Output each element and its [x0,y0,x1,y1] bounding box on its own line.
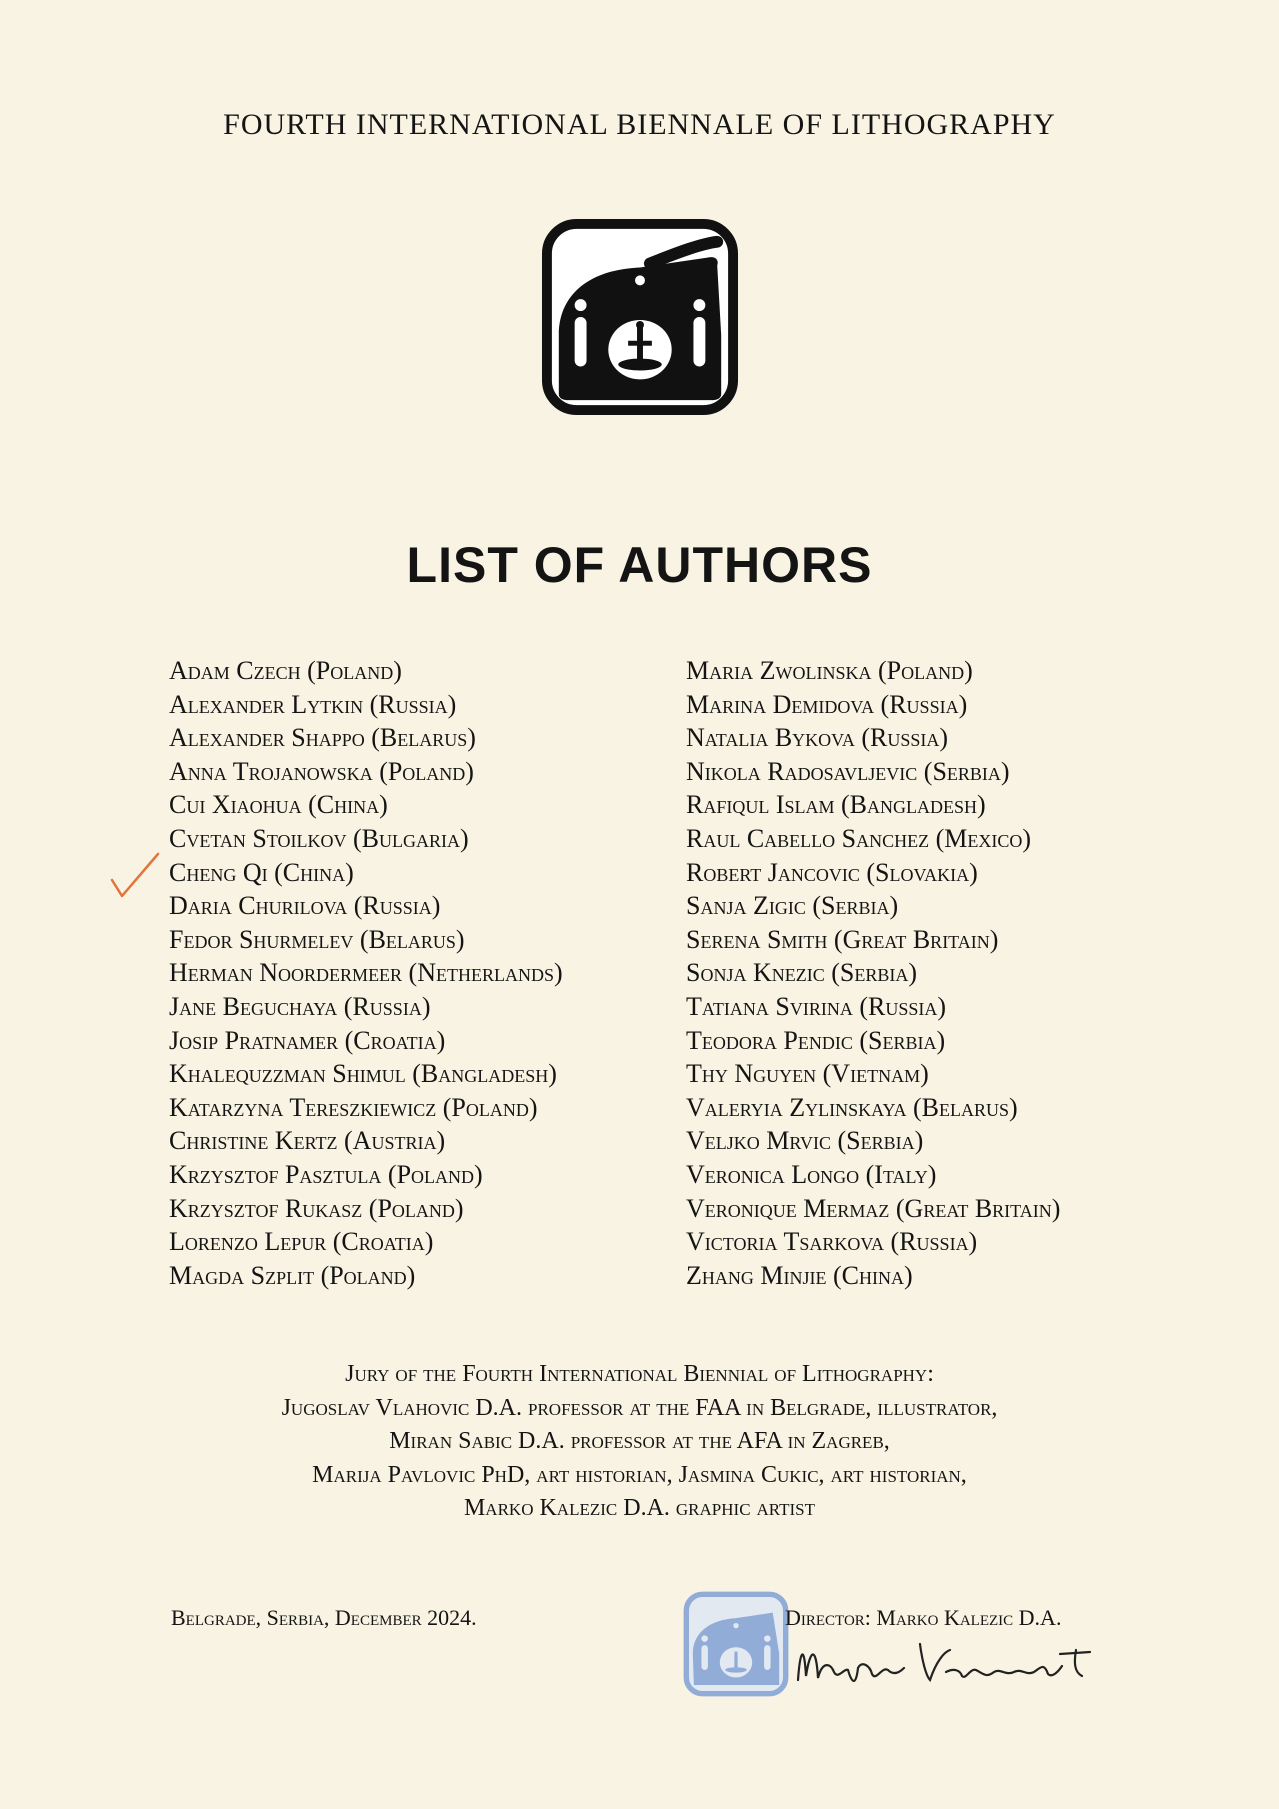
author-entry: Alexander Shappo (Belarus) [169,723,476,753]
author-entry: Victoria Tsarkova (Russia) [686,1227,978,1257]
author-entry: Alexander Lytkin (Russia) [169,689,457,719]
author-entry: Cvetan Stoilkov (Bulgaria) [169,823,469,853]
author-entry: Thy Nguyen (Vietnam) [686,1059,929,1089]
biennale-title: FOURTH INTERNATIONAL BIENNALE OF LITHOGRAPHY [223,108,1056,141]
author-entry: Lorenzo Lepur (Croatia) [169,1227,434,1257]
author-entry: Veronica Longo (Italy) [686,1159,937,1189]
jury-member: Marija Pavlovic PhD, art historian, Jasmina Cukic, art historian, [312,1461,967,1488]
author-entry-checked: Cheng Qi (China) [169,857,354,887]
author-entry: Serena Smith (Great Britain) [686,924,999,954]
author-entry: Krzysztof Pasztula (Poland) [169,1159,483,1189]
director-line: Director: Marko Kalezic D.A. [785,1605,1062,1630]
author-entry: Tatiana Svirina (Russia) [686,991,946,1021]
author-entry: Sonja Knezic (Serbia) [686,958,918,988]
author-entry: Adam Czech (Poland) [169,656,402,685]
author-entry: Herman Noordermeer (Netherlands) [169,958,563,988]
author-entry: Katarzyna Tereszkiewicz (Poland) [169,1092,538,1122]
author-entry: Rafiqul Islam (Bangladesh) [686,790,986,820]
author-entry: Krzysztof Rukasz (Poland) [169,1193,464,1223]
author-entry: Christine Kertz (Austria) [169,1126,446,1156]
author-entry: Marina Demidova (Russia) [686,689,968,719]
jury-member: Jugoslav Vlahovic D.A. professor at the FAA in Belgrade, illustrator, [281,1394,998,1421]
author-entry: Jane Beguchaya (Russia) [169,991,431,1021]
jury-heading: Jury of the Fourth International Biennial of Lithography: [345,1361,934,1387]
jury-member: Miran Sabic D.A. professor at the AFA in Zagreb, [389,1428,890,1454]
author-entry: Daria Churilova (Russia) [169,891,441,921]
author-entry: Valeryia Zylinskaya (Belarus) [686,1092,1018,1122]
jury-block [0,1358,1279,1526]
place-and-date: Belgrade, Serbia, December 2024. [171,1605,477,1630]
author-entry: Zhang Minjie (China) [686,1260,913,1290]
authors-left-column [169,654,563,1292]
jury-member: Marko Kalezic D.A. graphic artist [463,1495,816,1521]
author-entry: Fedor Shurmelev (Belarus) [169,924,465,954]
checkmark-icon [110,850,160,900]
author-entry: Magda Szplit (Poland) [169,1260,416,1290]
authors-right-column [686,654,1060,1292]
author-entry: Teodora Pendic (Serbia) [686,1025,946,1055]
author-entry: Nikola Radosavljevic (Serbia) [686,756,1010,786]
stamp-logo [680,1590,792,1698]
author-entry: Anna Trojanowska (Poland) [169,756,474,786]
author-entry: Robert Jancovic (Slovakia) [686,857,978,887]
author-entry: Josip Pratnamer (Croatia) [169,1025,446,1055]
author-entry: Veljko Mrvic (Serbia) [686,1126,924,1156]
author-entry: Veronique Mermaz (Great Britain) [686,1193,1061,1223]
author-entry: Sanja Zigic (Serbia) [686,891,899,921]
list-of-authors-title: LIST OF AUTHORS [406,537,873,593]
author-entry: Natalia Bykova (Russia) [686,723,949,753]
author-entry: Maria Zwolinska (Poland) [686,656,973,685]
lithography-biennale-logo [540,218,740,416]
author-entry: Raul Cabello Sanchez (Mexico) [686,823,1032,853]
author-entry: Cui Xiaohua (China) [169,790,388,820]
author-entry: Khalequzzman Shimul (Bangladesh) [169,1059,557,1089]
director-signature [790,1632,1110,1692]
